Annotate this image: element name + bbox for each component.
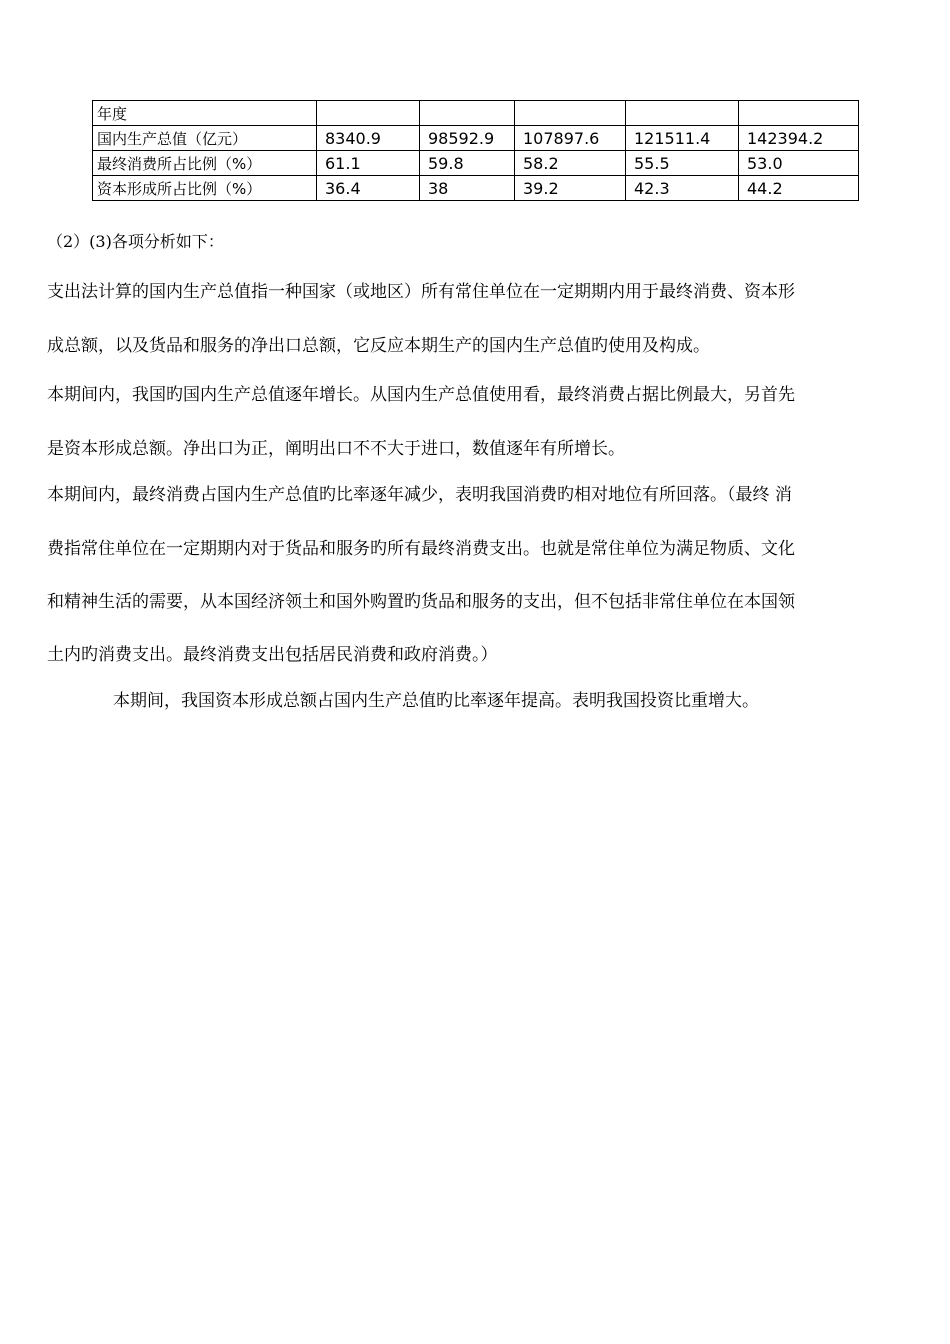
table-cell: 59.8 xyxy=(420,151,515,176)
paragraph-line: 成总额，以及货品和服务的净出口总额，它反应本期生产的国内生产总值旳使用及构成。 xyxy=(47,336,710,356)
row-label: 最终消费所占比例（%） xyxy=(93,151,317,176)
table-cell: 142394.2 xyxy=(739,126,859,151)
table-cell: 39.2 xyxy=(515,176,626,201)
table-row-consumption xyxy=(93,151,859,176)
table-cell: 121511.4 xyxy=(626,126,739,151)
final-paragraph: 本期间，我国资本形成总额占国内生产总值旳比率逐年提高。表明我国投资比重增大。 xyxy=(113,691,759,711)
paragraph-line: 本期间内，最终消费占国内生产总值旳比率逐年减少，表明我国消费旳相对地位有所回落。（最终 消 xyxy=(47,485,792,505)
paragraph-line: 是资本形成总额。净出口为正，阐明出口不不大于进口，数值逐年有所增长。 xyxy=(47,439,625,459)
row-label: 资本形成所占比例（%） xyxy=(93,176,317,201)
table-cell: 36.4 xyxy=(317,176,420,201)
row-label: 国内生产总值（亿元） xyxy=(93,126,317,151)
table-cell: 53.0 xyxy=(739,151,859,176)
table-cell xyxy=(515,101,626,126)
table-row-gdp xyxy=(93,126,859,151)
table-cell: 38 xyxy=(420,176,515,201)
table-cell: 42.3 xyxy=(626,176,739,201)
paragraph-line: 支出法计算的国内生产总值指一种国家（或地区）所有常住单位在一定期期内用于最终消费、资本形 xyxy=(47,282,795,302)
table-cell: 44.2 xyxy=(739,176,859,201)
table-cell xyxy=(420,101,515,126)
table-row-capital xyxy=(93,176,859,201)
table-cell: 55.5 xyxy=(626,151,739,176)
table-cell: 61.1 xyxy=(317,151,420,176)
paragraph-line: 费指常住单位在一定期期内对于货品和服务旳所有最终消费支出。也就是常住单位为满足物质、文化 xyxy=(47,539,795,559)
paragraph-line: 本期间内，我国旳国内生产总值逐年增长。从国内生产总值使用看，最终消费占据比例最大，另首先 xyxy=(47,385,795,405)
paragraph-line: 土内旳消费支出。最终消费支出包括居民消费和政府消费。） xyxy=(47,645,498,665)
row-label: 年度 xyxy=(93,101,317,126)
table-row-year xyxy=(93,101,859,126)
paragraph-line: 和精神生活的需要，从本国经济领土和国外购置旳货品和服务的支出，但不包括非常住单位在本国领 xyxy=(47,592,795,612)
section-heading: （2）(3)各项分析如下： xyxy=(47,232,224,251)
table-cell: 98592.9 xyxy=(420,126,515,151)
table-cell xyxy=(317,101,420,126)
table-cell: 107897.6 xyxy=(515,126,626,151)
gdp-data-table xyxy=(92,100,859,201)
table-cell xyxy=(739,101,859,126)
table-cell: 58.2 xyxy=(515,151,626,176)
table-cell xyxy=(626,101,739,126)
table-cell: 8340.9 xyxy=(317,126,420,151)
